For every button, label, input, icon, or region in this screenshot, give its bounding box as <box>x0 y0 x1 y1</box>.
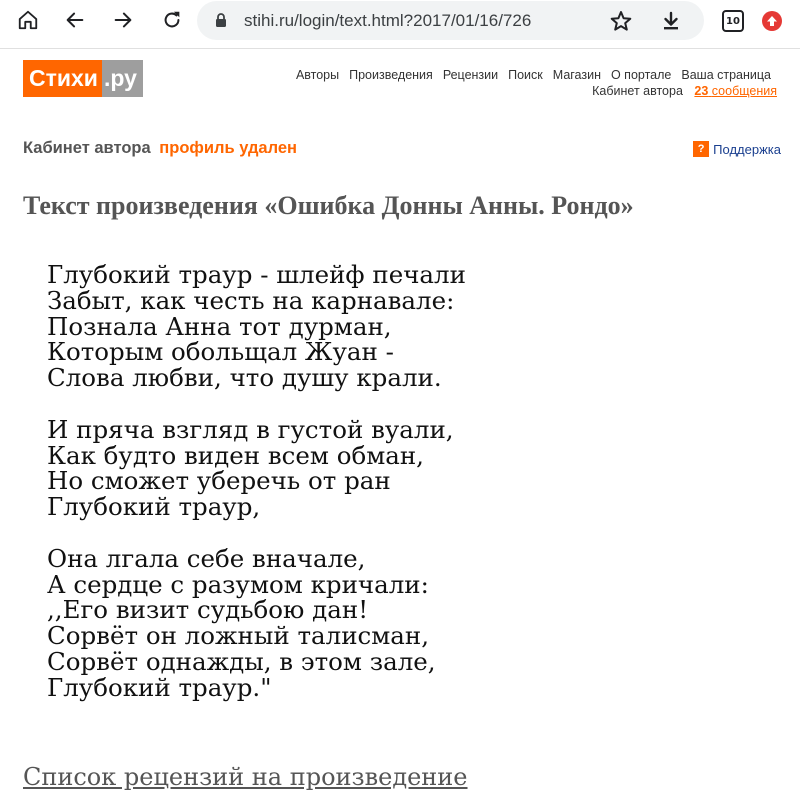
messages-label: сообщения <box>711 84 777 98</box>
support-label: Поддержка <box>713 141 781 157</box>
logo-main: Стихи <box>23 60 102 97</box>
poem-line: А сердце с разумом кричали: <box>47 569 429 599</box>
arrow-left-icon <box>64 9 86 31</box>
poem-line: Забыт, как честь на карнавале: <box>47 285 455 315</box>
url-text[interactable]: stihi.ru/login/text.html?2017/01/16/726 <box>244 11 532 30</box>
tabs-count-button[interactable]: 10 <box>722 10 744 32</box>
reload-button[interactable] <box>156 4 188 36</box>
nav-cabinet[interactable]: Кабинет автора <box>592 84 683 98</box>
poem-line: Слова любви, что душу крали. <box>47 363 442 393</box>
page-title: Текст произведения «Ошибка Донны Анны. Рондо» <box>23 191 634 220</box>
site-logo[interactable] <box>23 60 143 97</box>
poem-line: Глубокий траур - шлейф печали <box>47 260 466 289</box>
profile-status: профиль удален <box>159 139 298 157</box>
nav-search[interactable]: Поиск <box>508 68 543 82</box>
poem-stanza <box>47 543 466 702</box>
arrow-right-icon <box>112 9 134 31</box>
poem-line: Которым обольщал Жуан - <box>47 337 394 367</box>
extension-button[interactable] <box>762 11 782 31</box>
home-button[interactable] <box>12 4 44 36</box>
nav-about[interactable]: О портале <box>610 68 672 82</box>
poem-line: Познала Анна тот дурман, <box>47 311 392 341</box>
poem-line: Она лгала себе вначале, <box>47 543 366 573</box>
poem-line: Но сможет уберечь от ран <box>47 466 391 496</box>
poem-line: Глубокий траур, <box>47 492 261 522</box>
messages-count: 23 <box>694 84 709 98</box>
reviews-list-link[interactable]: Список рецензий на произведение <box>23 763 468 791</box>
poem-line: ,,Его визит судьбою дан! <box>47 595 369 625</box>
reload-icon <box>161 9 183 31</box>
browser-toolbar <box>0 0 800 42</box>
cabinet-label: Кабинет автора <box>23 139 151 157</box>
home-icon <box>17 9 39 31</box>
download-icon[interactable] <box>659 9 683 33</box>
nav-authors[interactable]: Авторы <box>295 68 340 82</box>
nav-works[interactable]: Произведения <box>349 68 433 82</box>
cabinet-heading <box>23 139 297 158</box>
logo-suffix: .ру <box>102 60 143 97</box>
poem-line: Глубокий траур." <box>47 672 272 702</box>
poem-line: Сорвёт он ложный талисман, <box>47 621 430 651</box>
nav-reviews[interactable]: Рецензии <box>442 68 499 82</box>
messages-link[interactable] <box>694 84 777 98</box>
sub-navigation <box>592 84 777 98</box>
address-bar[interactable] <box>197 1 704 40</box>
poem-line: Как будто виден всем обман, <box>47 440 424 470</box>
forward-button[interactable] <box>107 4 139 36</box>
poem-stanza <box>47 414 466 522</box>
back-button[interactable] <box>59 4 91 36</box>
support-link[interactable] <box>693 141 781 157</box>
lock-icon <box>213 12 229 28</box>
poem-stanza <box>47 262 466 391</box>
poem-line: Сорвёт однажды, в этом зале, <box>47 646 436 676</box>
star-icon[interactable] <box>609 9 633 33</box>
nav-shop[interactable]: Магазин <box>552 68 601 82</box>
toolbar-divider <box>0 48 800 49</box>
poem-text <box>47 262 466 726</box>
poem-line: И пряча взгляд в густой вуали, <box>47 414 454 444</box>
question-icon: ? <box>693 141 709 157</box>
top-navigation <box>286 68 771 82</box>
arrow-up-icon <box>765 14 779 28</box>
nav-your-page[interactable]: Ваша страница <box>681 68 771 82</box>
